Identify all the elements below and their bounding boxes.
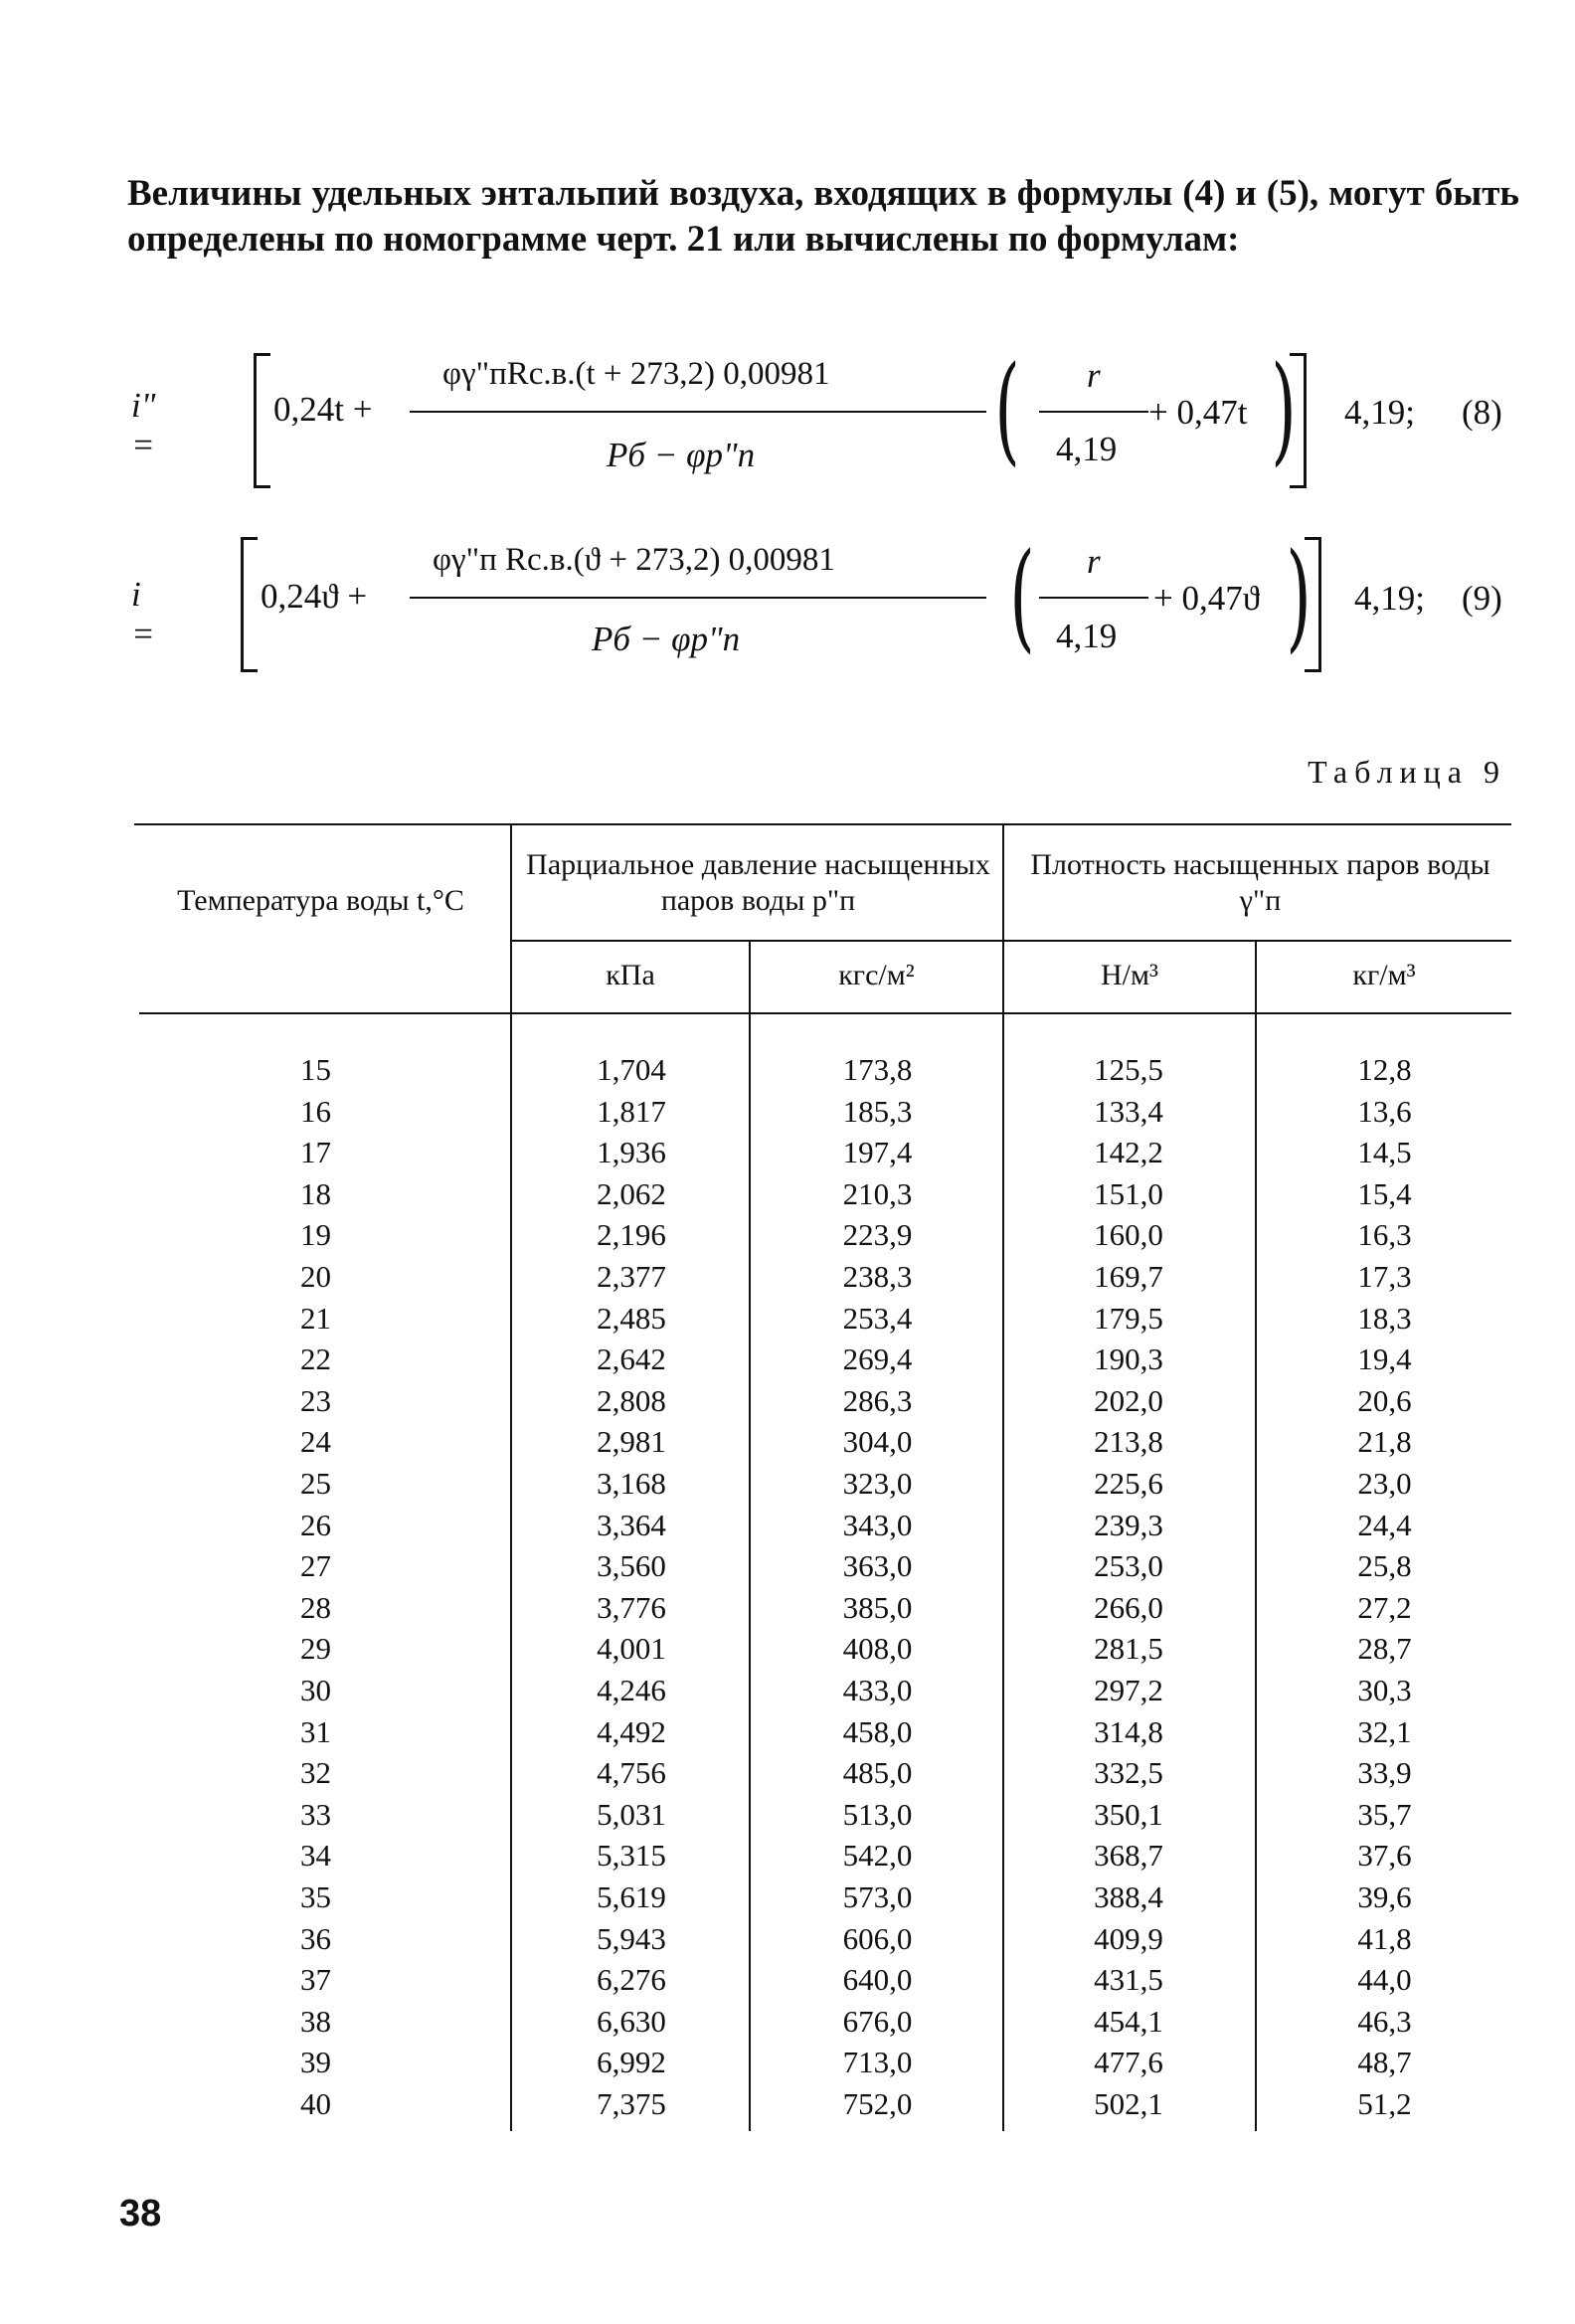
table-row [134,1711,1511,1753]
table-cell: 6,276 [597,1962,666,1998]
table-row [134,1959,1511,2001]
table-row [134,1091,1511,1133]
table-top-rule [134,823,1511,825]
table-cell: 142,2 [1094,1135,1163,1170]
table-cell: 253,0 [1094,1548,1163,1584]
table-cell: 458,0 [842,1713,913,1749]
table-cell: 676,0 [842,2003,913,2039]
table-cell: 30 [300,1673,331,1707]
table-cell: 28 [300,1589,331,1625]
table-row [134,1298,1511,1340]
table-cell: 14,5 [1357,1135,1412,1170]
table-cell: 363,0 [842,1548,913,1584]
header-unit-kg: кг/м³ [1352,959,1416,991]
table-row [134,1877,1511,1918]
table-cell: 35 [300,1879,331,1914]
table-cell: 23,0 [1357,1466,1412,1501]
table-cell: 332,5 [1094,1755,1163,1791]
table-cell: 21 [300,1300,331,1336]
table-cell: 752,0 [842,2086,913,2121]
table-cell: 29 [300,1631,331,1667]
table-cell: 343,0 [842,1507,913,1542]
table-row [134,1918,1511,1960]
table-row [134,1752,1511,1794]
table-row [134,1505,1511,1546]
table-cell: 253,4 [842,1300,913,1336]
table-cell: 385,0 [842,1589,913,1625]
table-cell: 20 [300,1259,331,1294]
equation-8-inner-denominator: 4,19 [1056,430,1118,468]
table-cell: 6,992 [597,2045,666,2080]
table-cell: 2,642 [597,1341,666,1377]
table-cell: 713,0 [842,2045,913,2080]
table-cell: 2,377 [597,1259,666,1294]
equation-8-numerator: φγ"пRс.в.(t + 273,2) 0,00981 [442,356,830,392]
page-number: 38 [119,2193,162,2235]
table-cell: 18 [300,1175,331,1211]
table-cell: 6,630 [597,2003,666,2039]
table-cell: 281,5 [1094,1631,1163,1667]
right-paren: ) [1271,340,1297,477]
table-cell: 31 [300,1713,331,1749]
equation-8-denominator: Pб − φp"п [607,436,756,474]
equation-9-label: (9) [1462,579,1502,618]
equation-9-lhs: i = [131,575,155,653]
table-row [134,1132,1511,1173]
table-cell: 133,4 [1094,1093,1163,1129]
table-cell: 151,0 [1094,1175,1163,1211]
table-cell: 5,619 [597,1879,666,1914]
fraction-bar [1039,597,1148,599]
table-cell: 223,9 [842,1217,913,1253]
table-cell: 1,817 [597,1093,666,1129]
table-cell: 44,0 [1357,1962,1412,1998]
table-cell: 640,0 [842,1962,913,1998]
table-cell: 5,943 [597,1920,666,1956]
table-cell: 19,4 [1357,1341,1412,1377]
table-cell: 542,0 [842,1838,913,1874]
table-cell: 314,8 [1094,1713,1163,1749]
table-cell: 4,246 [597,1673,666,1707]
equation-9-inner-add: + 0,47ϑ [1153,579,1261,618]
table-cell: 454,1 [1094,2003,1163,2039]
table-cell: 2,485 [597,1300,666,1336]
header-partial-pressure: Парциальное давление насыщенных паров воды p"п [526,848,990,917]
equation-9-numerator: φγ"п Rс.в.(ϑ + 273,2) 0,00981 [433,542,835,578]
table-cell: 238,3 [842,1259,913,1294]
table-row [134,2042,1511,2083]
header-temperature: Температура воды t,°C [177,884,464,917]
table-cell: 30,3 [1357,1673,1412,1707]
equation-8-label: (8) [1462,393,1502,432]
table-row [134,2001,1511,2043]
header-subrule [510,940,1511,942]
table-row [134,1463,1511,1505]
table-cell: 27 [300,1548,331,1584]
left-bracket [254,353,270,488]
table-cell: 3,168 [597,1466,666,1501]
fraction-bar [1039,411,1148,413]
table-cell: 32,1 [1357,1713,1412,1749]
table-cell: 37 [300,1962,331,1998]
left-paren: ( [994,340,1020,477]
table-row [134,1214,1511,1256]
equation-8-inner-add: + 0,47t [1148,393,1248,432]
table-cell: 408,0 [842,1631,913,1667]
table-cell: 23 [300,1382,331,1418]
equation-8-term: 0,24t + [273,390,373,429]
table-cell: 4,492 [597,1713,666,1749]
fraction-bar [410,597,986,599]
table-cell: 15,4 [1357,1175,1412,1211]
table-row [134,1670,1511,1711]
table-cell: 3,560 [597,1548,666,1584]
equation-9-inner-denominator: 4,19 [1056,617,1118,655]
table-cell: 39 [300,2045,331,2080]
table-row [134,1587,1511,1629]
table-cell: 2,196 [597,1217,666,1253]
table-cell: 1,704 [597,1052,666,1087]
table-cell: 33,9 [1357,1755,1412,1791]
table-cell: 266,0 [1094,1589,1163,1625]
table-cell: 323,0 [842,1466,913,1501]
table-cell: 35,7 [1357,1796,1412,1832]
table-cell: 185,3 [842,1093,913,1129]
table-row [134,1794,1511,1836]
table-row [134,1173,1511,1215]
right-bracket [1290,353,1307,488]
equation-8-lhs: i" = [131,386,156,464]
table-cell: 485,0 [842,1755,913,1791]
table-cell: 606,0 [842,1920,913,1956]
table-cell: 286,3 [842,1382,913,1418]
table-cell: 304,0 [842,1424,913,1460]
left-bracket [241,537,258,672]
table-cell: 239,3 [1094,1507,1163,1542]
table-cell: 197,4 [842,1135,913,1170]
table-cell: 51,2 [1357,2086,1412,2121]
table-title: Таблица 9 [1308,754,1506,790]
header-density: Плотность насыщенных паров воды γ"п [1030,848,1490,917]
right-bracket [1305,537,1321,672]
equation-9-inner-numerator: r [1087,542,1101,581]
fraction-bar [410,411,986,413]
table-cell: 21,8 [1357,1424,1412,1460]
table-cell: 12,8 [1357,1052,1412,1087]
table-cell: 225,6 [1094,1466,1163,1501]
equation-8-factor: 4,19; [1344,393,1415,432]
equation-9-denominator: Pб − φp"п [592,620,741,658]
table-cell: 3,364 [597,1507,666,1542]
table-cell: 24,4 [1357,1507,1412,1542]
header-unit-n: Н/м³ [1101,959,1158,991]
table-cell: 213,8 [1094,1424,1163,1460]
table-cell: 32 [300,1755,331,1791]
table-cell: 15 [300,1052,331,1087]
table-cell: 41,8 [1357,1920,1412,1956]
table-cell: 431,5 [1094,1962,1163,1998]
table-cell: 34 [300,1838,331,1874]
table-cell: 297,2 [1094,1673,1163,1707]
table-cell: 18,3 [1357,1300,1412,1336]
table-cell: 5,315 [597,1838,666,1874]
table-cell: 173,8 [842,1052,913,1087]
table-cell: 125,5 [1094,1052,1163,1087]
table-row [134,1049,1511,1091]
table-row [134,1256,1511,1298]
table-cell: 388,4 [1094,1879,1163,1914]
table-cell: 368,7 [1094,1838,1163,1874]
table-cell: 2,981 [597,1424,666,1460]
table-cell: 160,0 [1094,1217,1163,1253]
header-unit-kgf: кгс/м² [838,959,915,991]
header-bottom-rule [139,1012,1511,1014]
table-row [134,1545,1511,1587]
table-row [134,1421,1511,1463]
table-cell: 179,5 [1094,1300,1163,1336]
table-cell: 17,3 [1357,1259,1412,1294]
table-cell: 2,808 [597,1382,666,1418]
intro-paragraph: Величины удельных энтальпий воздуха, входящих в формулы (4) и (5), могут быть определены по номограмме черт. 21 или вычислены по формулам: [127,173,1519,260]
table-cell: 190,3 [1094,1341,1163,1377]
table-cell: 502,1 [1094,2086,1163,2121]
table-cell: 1,936 [597,1135,666,1170]
table-cell: 33 [300,1796,331,1832]
table-cell: 40 [300,2086,331,2121]
equation-9-factor: 4,19; [1354,579,1425,618]
table-cell: 16 [300,1093,331,1129]
table-cell: 4,756 [597,1755,666,1791]
table-cell: 27,2 [1357,1589,1412,1625]
table-cell: 38 [300,2003,331,2039]
table-cell: 433,0 [842,1673,913,1707]
table-row [134,1380,1511,1422]
table-cell: 19 [300,1217,331,1253]
table-cell: 25,8 [1357,1548,1412,1584]
table-row [134,1835,1511,1877]
table-cell: 28,7 [1357,1631,1412,1667]
table-cell: 4,001 [597,1631,666,1667]
table-cell: 26 [300,1507,331,1542]
table-cell: 2,062 [597,1175,666,1211]
table-cell: 22 [300,1341,331,1377]
table-row [134,2083,1511,2125]
table-cell: 5,031 [597,1796,666,1832]
table-cell: 37,6 [1357,1838,1412,1874]
table-cell: 17 [300,1135,331,1170]
table-cell: 24 [300,1424,331,1460]
table-cell: 210,3 [842,1175,913,1211]
table-cell: 25 [300,1466,331,1501]
table-cell: 409,9 [1094,1920,1163,1956]
table-row [134,1628,1511,1670]
table-cell: 169,7 [1094,1259,1163,1294]
left-paren: ( [1009,527,1035,664]
table-cell: 573,0 [842,1879,913,1914]
header-unit-kpa: кПа [606,959,655,991]
table-cell: 20,6 [1357,1382,1412,1418]
table-cell: 3,776 [597,1589,666,1625]
table-row [134,1339,1511,1380]
table-cell: 269,4 [842,1341,913,1377]
table-cell: 13,6 [1357,1093,1412,1129]
table-cell: 48,7 [1357,2045,1412,2080]
table-cell: 513,0 [842,1796,913,1832]
table-cell: 46,3 [1357,2003,1412,2039]
table-cell: 16,3 [1357,1217,1412,1253]
table-cell: 39,6 [1357,1879,1412,1914]
table-cell: 477,6 [1094,2045,1163,2080]
table-cell: 202,0 [1094,1382,1163,1418]
table-cell: 7,375 [597,2086,666,2121]
equation-9-term: 0,24ϑ + [261,577,368,616]
table-cell: 350,1 [1094,1796,1163,1832]
equation-8-inner-numerator: r [1087,356,1101,395]
table-cell: 36 [300,1920,331,1956]
right-paren: ) [1286,527,1312,664]
